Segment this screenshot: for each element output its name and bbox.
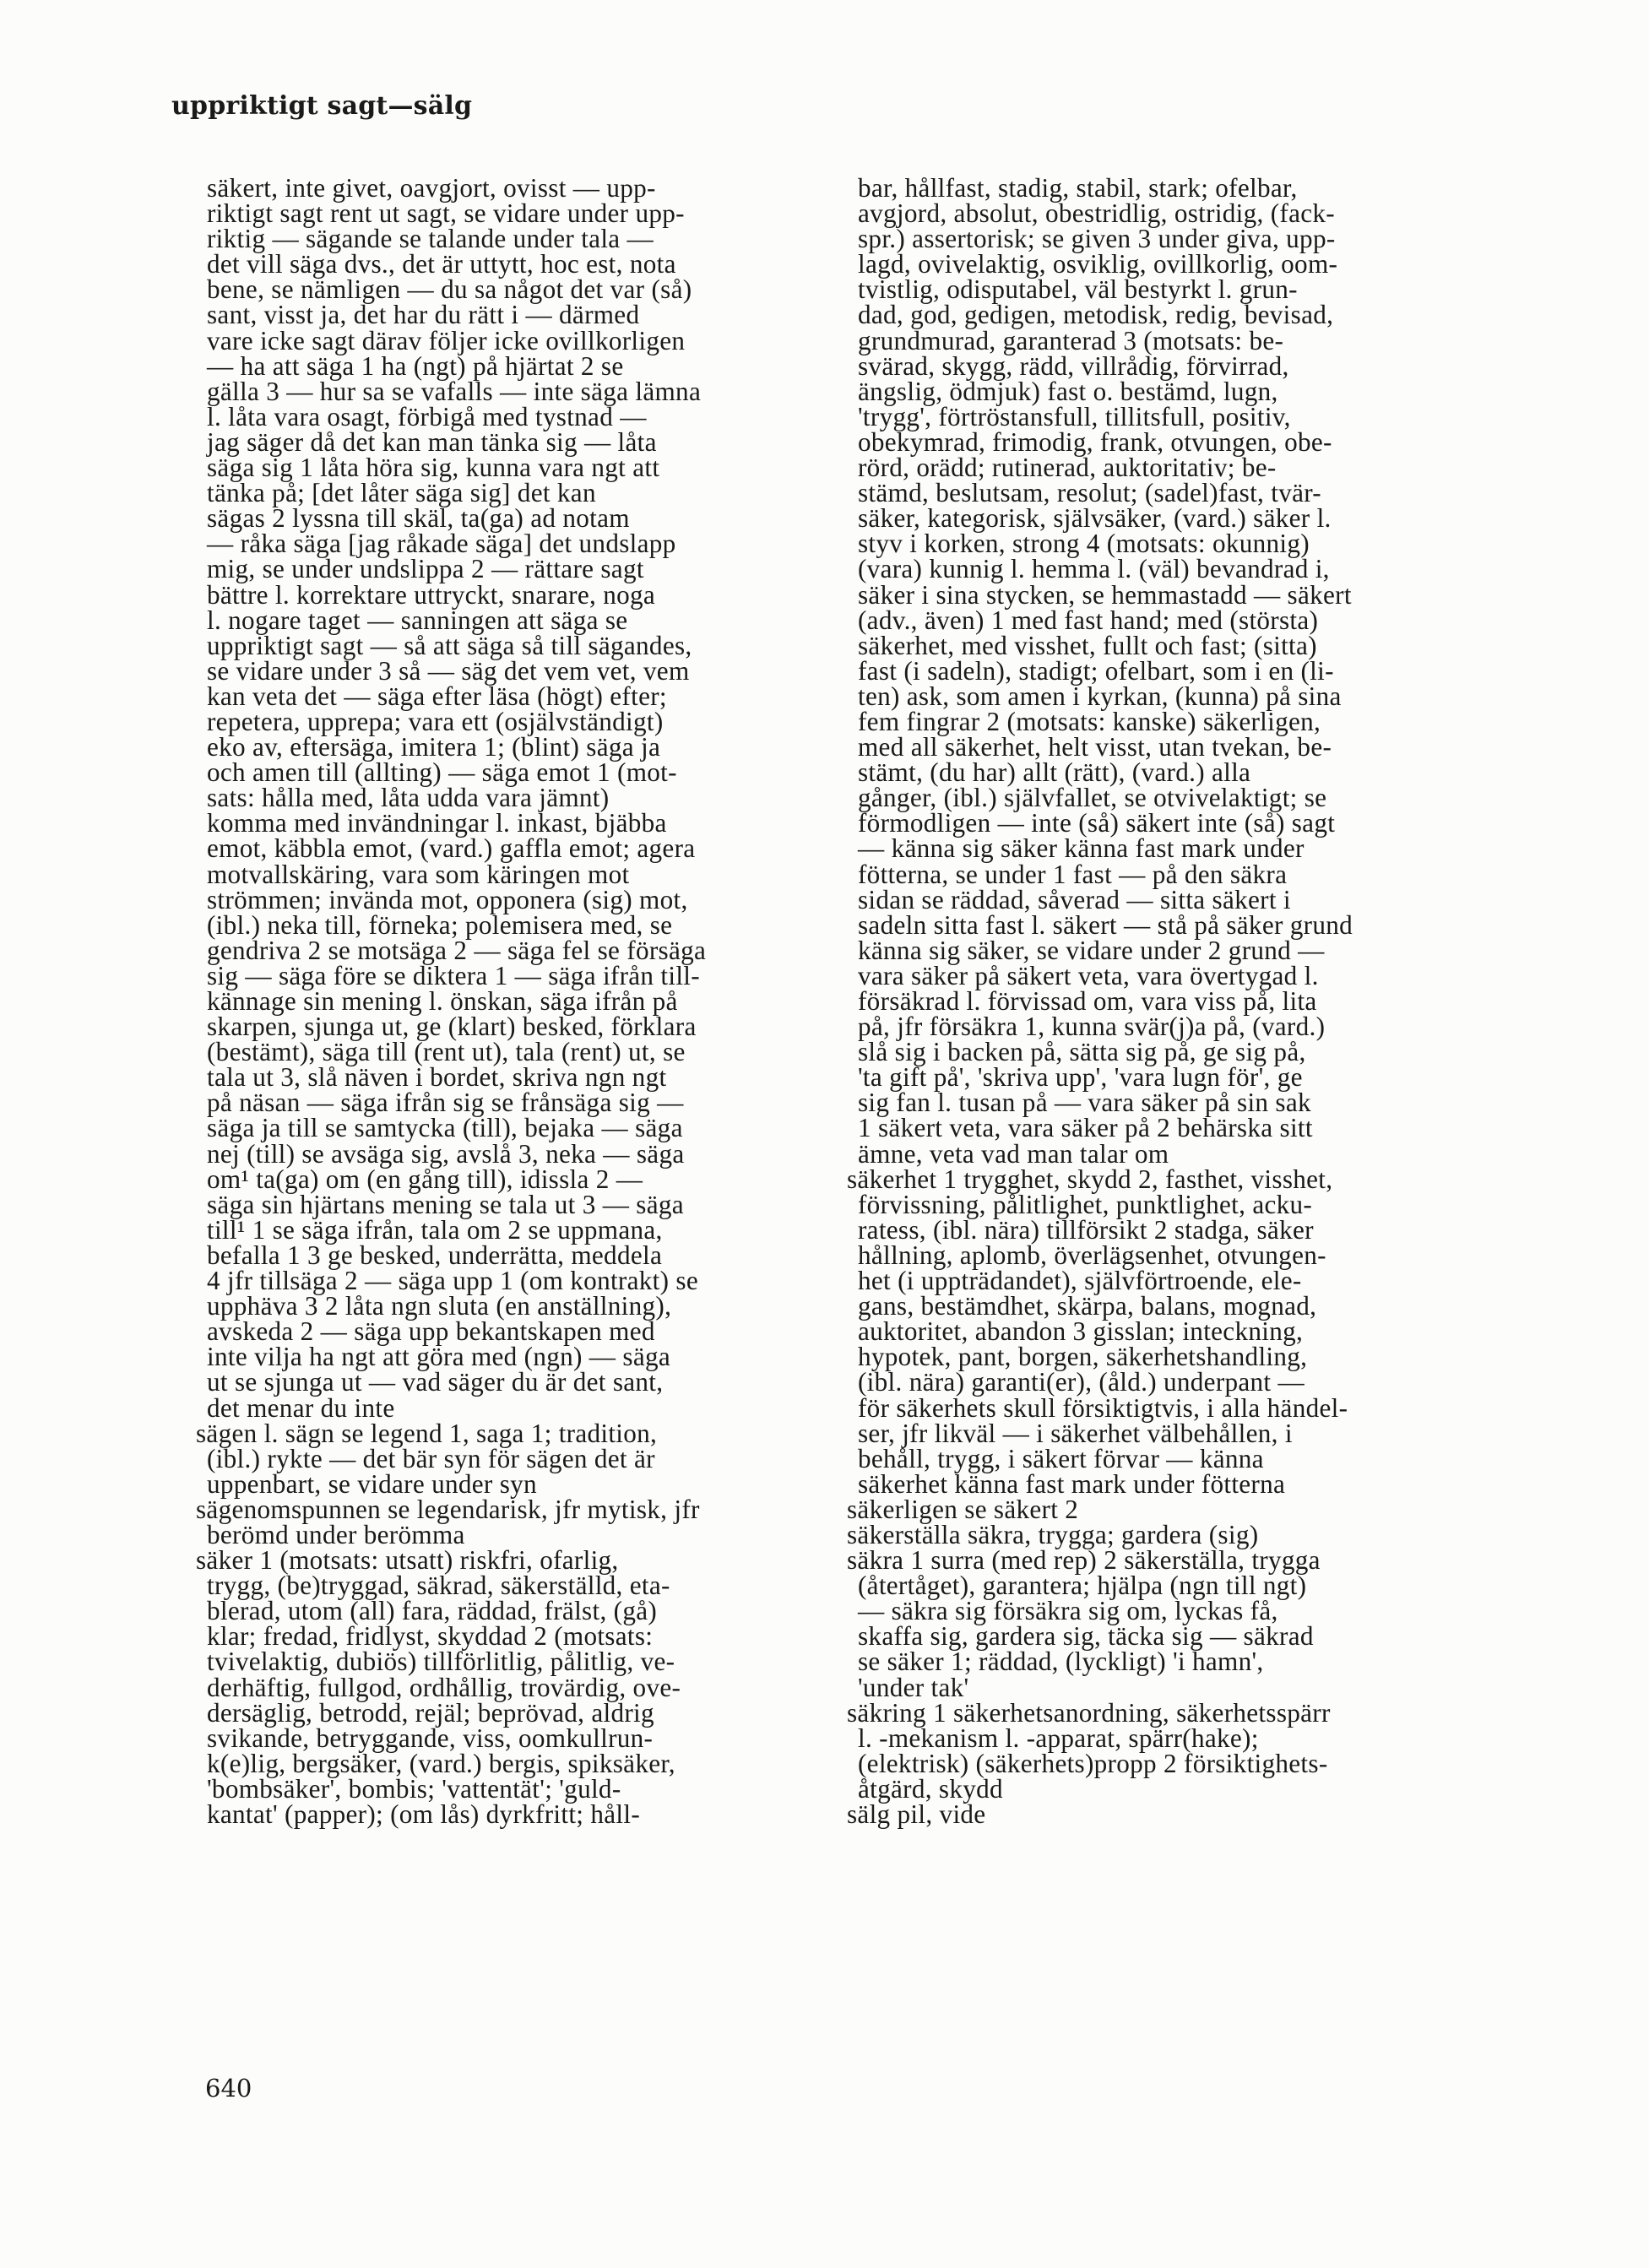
text-line: skaffa sig, gardera sig, täcka sig — säkrad: [858, 1621, 1314, 1652]
text-line: upphäva 3 2 låta ngn sluta (en anställning),: [207, 1291, 672, 1321]
text-line: säkring 1 säkerhetsanordning, säkerhetsspärr: [847, 1697, 1331, 1728]
text-line: kan veta det — säga efter läsa (högt) efter;: [207, 681, 667, 711]
text-line: riktig — sägande se talande under tala —: [207, 224, 654, 254]
text-line: styv i korken, strong 4 (motsats: okunnig): [858, 529, 1310, 559]
text-line: slå sig i backen på, sätta sig på, ge sig på,: [858, 1037, 1306, 1067]
text-line: stämt, (du har) allt (rätt), (vard.) alla: [858, 757, 1251, 788]
text-line: mig, se under undslippa 2 — rättare sagt: [207, 554, 644, 584]
text-line: 1 säkert veta, vara säker på 2 behärska sitt: [858, 1113, 1313, 1143]
text-line: dad, god, gedigen, metodisk, redig, bevisad,: [858, 300, 1334, 330]
text-line: (ibl. nära) garanti(er), (åld.) underpant —: [858, 1367, 1305, 1397]
text-line: säkra 1 surra (med rep) 2 säkerställa, trygga: [847, 1545, 1321, 1576]
text-line: trygg, (be)tryggad, säkrad, säkerställd, eta-: [207, 1571, 670, 1601]
text-line: behåll, trygg, i säkert förvar — känna: [858, 1443, 1264, 1473]
text-line: säkerställa säkra, trygga; gardera (sig): [847, 1519, 1259, 1549]
text-line: gälla 3 — hur sa se vafalls — inte säga lämna: [207, 376, 702, 406]
text-line: lagd, ovivelaktig, osviklig, ovillkorlig, oom-: [858, 249, 1338, 279]
text-line: kännage sin mening l. önskan, säga ifrån på: [207, 986, 678, 1016]
text-line: säga sin hjärtans mening se tala ut 3 — säga: [207, 1189, 684, 1219]
text-line: (adv., även) 1 med fast hand; med (största): [858, 605, 1319, 635]
text-line: svärad, skygg, rädd, villrådig, förvirrad,: [858, 350, 1289, 381]
text-line: hållning, aplomb, överlägsenhet, otvungen-: [858, 1240, 1326, 1270]
text-line: säker 1 (motsats: utsatt) riskfri, ofarlig,: [196, 1545, 619, 1576]
text-line: sägas 2 lyssna till skäl, ta(ga) ad notam: [207, 503, 630, 534]
text-line: åtgärd, skydd: [858, 1773, 1003, 1804]
text-line: sant, visst ja, det har du rätt i — därmed: [207, 300, 640, 330]
text-line: se vidare under 3 så — säg det vem vet, vem: [207, 655, 690, 686]
text-line: avskeda 2 — säga upp bekantskapen med: [207, 1316, 655, 1347]
text-line: kantat' (papper); (om lås) dyrkfritt; håll-: [207, 1799, 641, 1829]
text-line: 4 jfr tillsäga 2 — säga upp 1 (om kontrakt) se: [207, 1266, 698, 1296]
text-line: emot, käbbla emot, (vard.) gaffla emot; agera: [207, 833, 696, 864]
text-line: eko av, eftersäga, imitera 1; (blint) säga ja: [207, 732, 661, 762]
text-line: (vara) kunnig l. hemma l. (väl) bevandrad i,: [858, 554, 1330, 584]
text-line: bar, hållfast, stadig, stabil, stark; ofelbar,: [858, 173, 1298, 203]
text-line: på, jfr försäkra 1, kunna svär(j)a på, (vard.): [858, 1012, 1326, 1042]
text-line: befalla 1 3 ge besked, underrätta, meddela: [207, 1240, 663, 1270]
text-line: säker i sina stycken, se hemmastadd — säkert: [858, 579, 1352, 610]
text-line: på näsan — säga ifrån sig se frånsäga sig —: [207, 1088, 684, 1118]
text-line: blerad, utom (all) fara, räddad, frälst, (gå): [207, 1596, 658, 1626]
text-line: strömmen; invända mot, opponera (sig) mot,: [207, 884, 688, 914]
text-line: ratess, (ibl. nära) tillförsikt 2 stadga, säker: [858, 1214, 1314, 1245]
text-line: förmodligen — inte (så) säkert inte (så) sagt: [858, 808, 1336, 838]
text-line: tala ut 3, slå näven i bordet, skriva ngn ngt: [207, 1062, 667, 1093]
text-line: sälg pil, vide: [847, 1799, 986, 1829]
text-line: säga sig 1 låta höra sig, kunna vara ngt att: [207, 453, 660, 483]
text-line: l. -mekanism l. -apparat, spärr(hake);: [858, 1723, 1259, 1753]
text-line: för säkerhets skull försiktigtvis, i alla händel-: [858, 1392, 1348, 1423]
text-line: sadeln sitta fast l. säkert — stå på säker grund: [858, 909, 1353, 940]
text-line: skarpen, sjunga ut, ge (klart) besked, förklara: [207, 1012, 697, 1042]
text-line: (återtåget), garantera; hjälpa (ngn till ngt): [858, 1571, 1307, 1601]
right-column: [847, 173, 1453, 1829]
text-line: ser, jfr likväl — i säkerhet välbehållen, i: [858, 1418, 1293, 1448]
text-line: gånger, (ibl.) självfallet, se otvivelaktigt; se: [858, 783, 1327, 813]
text-line: se säker 1; räddad, (lyckligt) 'i hamn',: [858, 1647, 1264, 1677]
text-line: uppenbart, se vidare under syn: [207, 1468, 537, 1499]
text-line: sats: hålla med, låta udda vara jämnt): [207, 783, 610, 813]
text-line: känna sig säker, se vidare under 2 grund —: [858, 935, 1325, 965]
text-line: förvissning, pålitlighet, punktlighet, acku-: [858, 1189, 1313, 1219]
text-line: (ibl.) rykte — det bär syn för sägen det är: [207, 1443, 655, 1473]
text-line: säkerhet, med visshet, fullt och fast; (sitta): [858, 630, 1317, 660]
text-line: gans, bestämdhet, skärpa, balans, mognad,: [858, 1291, 1317, 1321]
text-line: k(e)lig, bergsäker, (vard.) bergis, spiksäker,: [207, 1748, 675, 1778]
text-line: sidan se räddad, såverad — sitta säkert i: [858, 884, 1291, 914]
text-line: sig fan l. tusan på — vara säker på sin sak: [858, 1088, 1311, 1118]
text-line: säkerligen se säkert 2: [847, 1494, 1079, 1524]
text-line: jag säger då det kan man tänka sig — låta: [207, 426, 657, 457]
text-line: klar; fredad, fridlyst, skyddad 2 (motsats:: [207, 1621, 654, 1652]
text-line: — säkra sig försäkra sig om, lyckas få,: [858, 1596, 1278, 1626]
text-line: med all säkerhet, helt visst, utan tvekan, be-: [858, 732, 1332, 762]
text-line: — ha att säga 1 ha (ngt) på hjärtat 2 se: [207, 350, 624, 381]
text-line: uppriktigt sagt — så att säga så till sägandes,: [207, 630, 692, 660]
text-line: säkerhet 1 trygghet, skydd 2, fasthet, visshet,: [847, 1164, 1333, 1194]
text-line: dersäglig, betrodd, rejäl; beprövad, aldrig: [207, 1697, 654, 1728]
text-line: tvistlig, odisputabel, väl bestyrkt l. grun-: [858, 274, 1298, 305]
text-line: det menar du inte: [207, 1392, 395, 1423]
text-line: ängslig, ödmjuk) fast o. bestämd, lugn,: [858, 376, 1278, 406]
text-line: svikande, betryggande, viss, oomkullrun-: [207, 1723, 654, 1753]
text-line: vare icke sagt därav följer icke ovillkorligen: [207, 325, 686, 355]
text-line: spr.) assertorisk; se given 3 under giva, upp-: [858, 224, 1336, 254]
text-line: gendriva 2 se motsäga 2 — säga fel se försäga: [207, 935, 707, 965]
text-line: vara säker på säkert veta, vara övertygad l.: [858, 960, 1319, 990]
text-line: tänka på; [det låter säga sig] det kan: [207, 478, 596, 508]
text-line: avgjord, absolut, obestridlig, ostridig, (fack-: [858, 198, 1335, 229]
text-line: komma med invändningar l. inkast, bjäbba: [207, 808, 667, 838]
text-line: fem fingrar 2 (motsats: kanske) säkerligen,: [858, 706, 1321, 736]
text-line: — råka säga [jag råkade säga] det undslapp: [207, 529, 676, 559]
text-line: 'ta gift på', 'skriva upp', 'vara lugn för', ge: [858, 1062, 1303, 1093]
text-line: riktigt sagt rent ut sagt, se vidare under upp-: [207, 198, 685, 229]
text-line: ut se sjunga ut — vad säger du är det sant,: [207, 1367, 664, 1397]
text-line: ämne, veta vad man talar om: [858, 1138, 1169, 1169]
text-line: (ibl.) neka till, förneka; polemisera med, se: [207, 909, 673, 940]
text-line: sägen l. sägn se legend 1, saga 1; tradition,: [196, 1418, 658, 1448]
text-line: motvallskäring, vara som käringen mot: [207, 859, 630, 889]
text-line: 'under tak': [858, 1672, 969, 1702]
text-line: fast (i sadeln), stadigt; ofelbart, som i en (li-: [858, 655, 1334, 686]
text-line: nej (till) se avsäga sig, avslå 3, neka — säga: [207, 1138, 685, 1169]
text-line: (elektrisk) (säkerhets)propp 2 försiktighets-: [858, 1748, 1328, 1778]
text-line: stämd, beslutsam, resolut; (sadel)fast, tvär-: [858, 478, 1321, 508]
text-line: försäkrad l. förvissad om, vara viss på, lita: [858, 986, 1317, 1016]
text-line: säkerhet känna fast mark under fötterna: [858, 1468, 1286, 1499]
text-line: rörd, orädd; rutinerad, auktoritativ; be-: [858, 453, 1277, 483]
text-line: inte vilja ha ngt att göra med (ngn) — säga: [207, 1342, 670, 1372]
left-column: [196, 173, 789, 1829]
text-line: repetera, upprepa; vara ett (osjälvständigt): [207, 706, 664, 736]
text-line: ten) ask, som amen i kyrkan, (kunna) på sina: [858, 681, 1342, 711]
text-line: tvivelaktig, dubiös) tillförlitlig, pålitlig, ve-: [207, 1647, 675, 1677]
text-line: auktoritet, abandon 3 gisslan; inteckning,: [858, 1316, 1304, 1347]
text-line: fötterna, se under 1 fast — på den säkra: [858, 859, 1288, 889]
text-line: säga ja till se samtycka (till), bejaka — säga: [207, 1113, 683, 1143]
text-line: bene, se nämligen — du sa något det var (så): [207, 274, 692, 305]
text-line: het (i uppträdandet), självförtroende, ele-: [858, 1266, 1302, 1296]
text-line: obekymrad, frimodig, frank, otvungen, obe-: [858, 426, 1332, 457]
text-line: berömd under berömma: [207, 1519, 465, 1549]
text-line: l. nogare taget — sanningen att säga se: [207, 605, 628, 635]
text-line: bättre l. korrektare uttryckt, snarare, noga: [207, 579, 656, 610]
text-line: sig — säga före se diktera 1 — säga ifrån till-: [207, 960, 700, 990]
running-head: uppriktigt sagt—sälg: [171, 91, 473, 121]
text-line: säkert, inte givet, oavgjort, ovisst — upp-: [207, 173, 656, 203]
page-number: 640: [205, 2074, 252, 2103]
text-line: och amen till (allting) — säga emot 1 (mot-: [207, 757, 677, 788]
text-line: l. låta vara osagt, förbigå med tystnad —: [207, 401, 647, 431]
text-line: till¹ 1 se säga ifrån, tala om 2 se uppmana,: [207, 1214, 663, 1245]
text-line: det vill säga dvs., det är uttytt, hoc est, nota: [207, 249, 676, 279]
text-line: grundmurad, garanterad 3 (motsats: be-: [858, 325, 1284, 355]
text-line: säker, kategorisk, självsäker, (vard.) säker l.: [858, 503, 1332, 534]
text-line: derhäftig, fullgod, ordhållig, trovärdig, ove-: [207, 1672, 681, 1702]
text-line: sägenomspunnen se legendarisk, jfr mytisk, jfr: [196, 1494, 700, 1524]
text-line: hypotek, pant, borgen, säkerhetshandling,: [858, 1342, 1308, 1372]
text-line: 'trygg', förtröstansfull, tillitsfull, positiv,: [858, 401, 1291, 431]
text-line: 'bombsäker', bombis; 'vattentät'; 'guld-: [207, 1773, 621, 1804]
text-line: — känna sig säker känna fast mark under: [858, 833, 1305, 864]
text-line: om¹ ta(ga) om (en gång till), idissla 2 —: [207, 1164, 643, 1194]
text-line: (bestämt), säga till (rent ut), tala (rent) ut, se: [207, 1037, 686, 1067]
